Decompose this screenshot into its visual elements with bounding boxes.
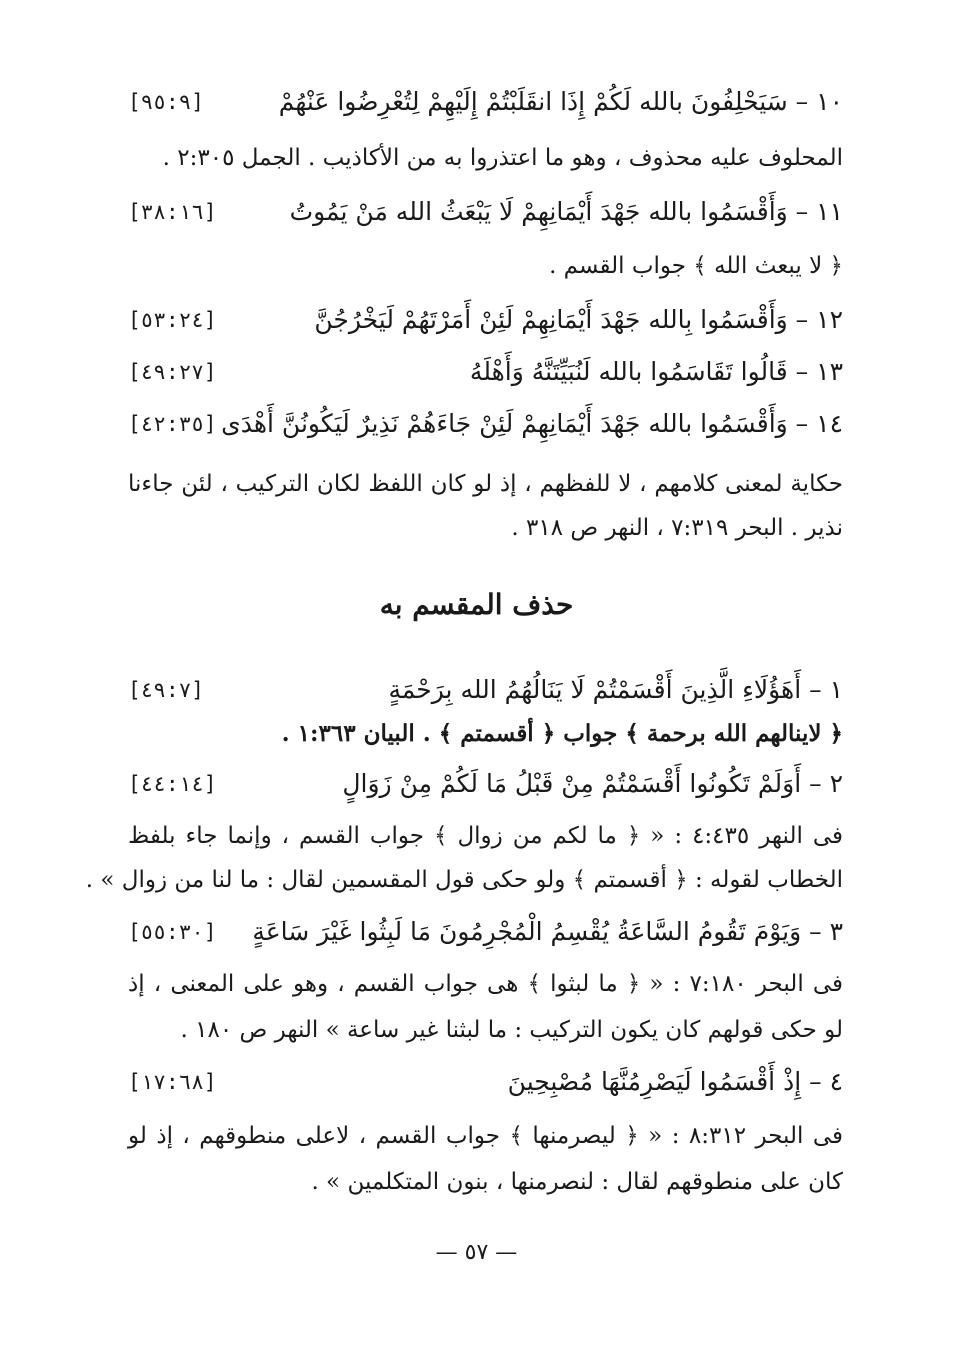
verse-line [128,760,843,808]
commentary-line: لو حكى قولهم كان يكون التركيب : ما لبثنا غير ساعة » النهر ص ١٨٠ . [180,1017,843,1043]
commentary-line: فى النهر ٤:٤٣٥ : « ﴿ ما لكم من زوال ﴾ جواب القسم ، وإنما جاء بلفظ [128,823,843,849]
verse-text: ١ – أَهَؤُلَاءِ الَّذِينَ أَقْسَمْتُمْ لَا يَنَالُهُمُ الله بِرَحْمَةٍ [388,675,843,704]
verse-reference: [٥٣:٢٤] [128,308,217,332]
section-heading: حذف المقسم به [379,588,574,621]
verse-text: ١١ – وَأَقْسَمُوا بالله جَهْدَ أَيْمَانِهِمْ لَا يَبْعَثُ الله مَنْ يَمُوتُ [289,197,843,226]
verse-reference: [٩٥:٩] [128,90,204,114]
verse-text: ١٣ – قَالُوا تَقَاسَمُوا بالله لَنُبَيِّتَنَّهُ وَأَهْلَهُ [469,357,843,386]
verse-line [128,348,843,396]
verse-reference: [٣٨:١٦] [128,200,217,224]
verse-reference: [٤٩:٧] [128,678,204,702]
verse-text: ١٠ – سَيَحْلِفُونَ بالله لَكُمْ إِذَا انقَلَبْتُمْ إِلَيْهِمْ لِتُعْرِضُوا عَنْهُمْ [278,87,843,116]
verse-reference: [١٧:٦٨] [128,1070,217,1094]
verse-reference: [٤٤:١٤] [128,772,217,796]
commentary-line: فى البحر ٨:٣١٢ : « ﴿ ليصرمنها ﴾ جواب القسم ، لاعلى منطوقهم ، إذ لو [128,1123,843,1149]
commentary-line: ﴿ لا يبعث الله ﴾ جواب القسم . [549,253,843,279]
page-number: — ٥٧ — [435,1240,518,1265]
verse-line [128,1058,843,1106]
commentary-line: الخطاب لقوله : ﴿ أقسمتم ﴾ ولو حكى قول المقسمين لقال : ما لنا من زوال » . [85,867,843,893]
verse-text: ٤ – إِذْ أَقْسَمُوا لَيَصْرِمُنَّهَا مُصْبِحِينَ [507,1067,843,1096]
verse-text: ١٤ – وَأَقْسَمُوا بالله جَهْدَ أَيْمَانِهِمْ لَئِنْ جَاءَهُمْ نَذِيرٌ لَيَكُونُنَّ أَهْدَى [221,409,843,438]
verse-text: ١٢ – وَأَقْسَمُوا بِالله جَهْدَ أَيْمَانِهِمْ لَئِنْ أَمَرْتَهُمْ لَيَخْرُجُنَّ [314,305,843,334]
commentary-line: حكاية لمعنى كلامهم ، لا للفظهم ، إذ لو كان اللفظ لكان التركيب ، لئن جاءنا [128,471,843,497]
commentary-line: كان على منطوقهم لقال : لنصرمنها ، بنون المتكلمين » . [311,1169,843,1195]
verse-text: ٢ – أَوَلَمْ تَكُونُوا أَقْسَمْتُمْ مِنْ قَبْلُ مَا لَكُمْ مِنْ زَوَالٍ [342,769,843,798]
verse-line [128,666,843,714]
verse-line [128,78,843,126]
verse-reference: [٥٥:٣٠] [128,920,217,944]
verse-line [128,296,843,344]
commentary-line: نذير . البحر ٧:٣١٩ ، النهر ص ٣١٨ . [511,515,843,541]
verse-reference: [٤٩:٢٧] [128,360,217,384]
verse-reference: [٤٢:٣٥] [128,412,217,436]
commentary-line: فى البحر ٧:١٨٠ : « ﴿ ما لبثوا ﴾ هى جواب القسم ، وهو على المعنى ، إذ [128,971,844,997]
verse-text: ٣ – وَيَوْمَ تَقُومُ السَّاعَةُ يُقْسِمُ الْمُجْرِمُونَ مَا لَبِثُوا غَيْرَ سَاعَةٍ [252,917,843,946]
verse-line [128,188,843,236]
commentary-line: ﴿ لاينالهم الله برحمة ﴾ جواب ﴿ أقسمتم ﴾ . البيان ١:٣٦٣ . [281,720,843,747]
verse-line [128,400,843,448]
verse-line [128,908,843,956]
commentary-line: المحلوف عليه محذوف ، وهو ما اعتذروا به من الأكاذيب . الجمل ٢:٣٠٥ . [162,145,843,171]
